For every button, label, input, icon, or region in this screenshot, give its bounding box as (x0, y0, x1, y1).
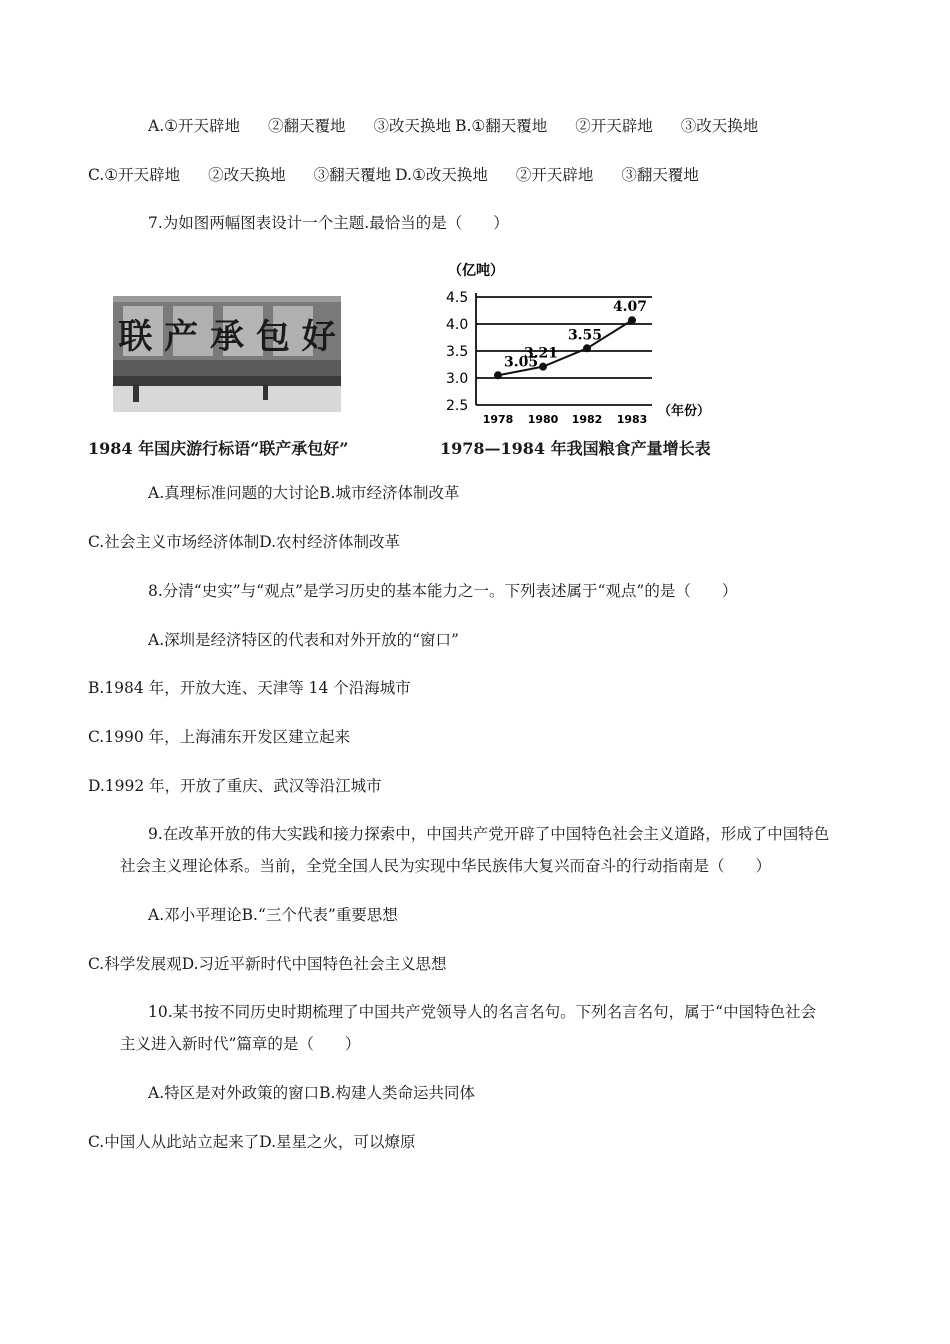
q6-option-c-2: ②改天换地 (208, 166, 286, 184)
data-label: 3.21 (523, 345, 559, 362)
q6-option-b-3: ③改天换地 (680, 117, 759, 135)
y-tick-label: 4.5 (446, 290, 469, 306)
q6-options-row1 (148, 115, 758, 137)
photo-caption: 1984 年国庆游行标语“联产承包好” (88, 439, 349, 458)
x-tick-label: 1982 (571, 413, 603, 426)
q7-options-row2 (88, 531, 400, 553)
x-tick-label: 1978 (482, 413, 514, 426)
q9-option-d: D.习近平新时代中国特色社会主义思想 (181, 955, 447, 973)
q7-options-row1 (148, 482, 459, 504)
x-tick-label: 1983 (616, 413, 648, 426)
q10-option-d: D.星星之火，可以燎原 (259, 1133, 416, 1151)
chart-caption: 1978—1984 年我国粮食产量增长表 (440, 439, 711, 458)
chart-ylabel: （亿吨） (448, 263, 504, 279)
q8-option-c: C.1990 年，上海浦东开发区建立起来 (88, 728, 351, 746)
q7-stem: 7.为如图两幅图表设计一个主题.最恰当的是（ ） (148, 214, 509, 232)
x-tick-label: 1980 (527, 413, 559, 426)
q6-option-d-2: ②开天辟地 (515, 166, 594, 184)
q9-options-row1 (148, 904, 398, 926)
q6-option-c: C.①开天辟地 (88, 166, 181, 184)
y-tick-label: 2.5 (446, 398, 469, 414)
q10-stem-line1: 10.某书按不同历史时期梳理了中国共产党领导人的名言名句。下列名言名句，属于“中国特色社会 (148, 1003, 817, 1021)
q9-stem-line1: 9.在改革开放的伟大实践和接力探索中，中国共产党开辟了中国特色社会主义道路，形成了中国特色 (148, 825, 830, 843)
data-point (628, 316, 636, 324)
q10-option-c: C.中国人从此站立起来了 (88, 1133, 260, 1151)
data-label: 3.55 (567, 327, 603, 344)
y-tick-label: 3.5 (446, 344, 469, 360)
data-label: 4.07 (612, 299, 648, 316)
photo-slogan: 联 产 承 包 好 (118, 317, 336, 357)
q10-option-b: B.构建人类命运共同体 (319, 1084, 475, 1102)
q6-option-d-3: ③翻天覆地 (621, 166, 699, 184)
q9-options-row2 (88, 953, 447, 975)
y-tick-label: 4.0 (446, 317, 469, 333)
q7-option-a: A.真理标准问题的大讨论 (148, 484, 320, 502)
q8-option-a: A.深圳是经济特区的代表和对外开放的“窗口” (148, 631, 459, 649)
data-point (583, 344, 591, 352)
q8-option-d: D.1992 年，开放了重庆、武汉等沿江城市 (88, 777, 382, 795)
data-point (539, 363, 547, 371)
q7-option-c: C.社会主义市场经济体制 (88, 533, 260, 551)
data-point (494, 371, 502, 379)
q8-option-b: B.1984 年，开放大连、天津等 14 个沿海城市 (88, 679, 411, 697)
q6-option-a-3: ③改天换地 (373, 117, 452, 135)
q10-stem-line2: 主义进入新时代”篇章的是（ ） (120, 1035, 361, 1053)
parade-photo (113, 266, 341, 412)
q6-option-b-2: ②开天辟地 (575, 117, 653, 135)
q10-options-row1 (148, 1082, 475, 1104)
q6-option-d: D.①改天换地 (395, 166, 488, 184)
data-label: 3.05 (504, 354, 539, 371)
q7-option-d: D.农村经济体制改革 (259, 533, 401, 551)
q9-option-c: C.科学发展观 (88, 955, 182, 973)
y-tick-label: 3.0 (446, 371, 469, 387)
q10-options-row2 (88, 1131, 416, 1153)
q6-option-c-3: ③翻天覆地 (313, 166, 392, 184)
grain-output-chart (440, 255, 730, 430)
q9-option-a: A.邓小平理论 (148, 906, 242, 924)
q6-option-a-2: ②翻天覆地 (268, 117, 346, 135)
q8-stem: 8.分清“史实”与“观点”是学习历史的基本能力之一。下列表述属于“观点”的是（ ） (148, 582, 738, 600)
q9-option-b: B.“三个代表”重要思想 (241, 906, 398, 924)
q10-option-a: A.特区是对外政策的窗口 (148, 1084, 320, 1102)
q7-option-b: B.城市经济体制改革 (319, 484, 460, 502)
q9-stem-line2: 社会主义理论体系。当前，全党全国人民为实现中华民族伟大复兴而奋斗的行动指南是（ ） (120, 857, 772, 875)
q6-option-b: B.①翻天覆地 (455, 117, 548, 135)
q6-options-row2 (88, 164, 699, 186)
chart-xlabel: （年份） (658, 404, 711, 419)
q6-option-a: A.①开天辟地 (148, 117, 241, 135)
